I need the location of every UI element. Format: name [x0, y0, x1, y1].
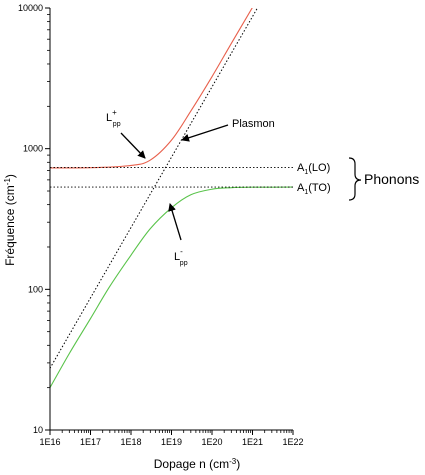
y-axis-title: Fréquence $(cm^{-1})$ — [2, 174, 17, 266]
plasmon-label: Plasmon — [232, 118, 275, 130]
x-tick-label: 1E22 — [282, 437, 304, 447]
lpp-plus-label: L+ pp — [106, 108, 121, 128]
lpp-minus-label: L-pp — [174, 247, 188, 267]
y-tick-label: 100 — [27, 284, 43, 295]
x-tick-label: 1E20 — [201, 437, 223, 447]
x-tick-label: 1E21 — [241, 437, 264, 447]
y-tick-label: 10 — [32, 425, 43, 435]
x-tick-label: 1E19 — [160, 437, 183, 447]
phonons-label: Phonons — [364, 171, 420, 187]
y-tick-label: 10000 — [17, 3, 43, 13]
a1to-label: $A_1(TO)$ — [297, 182, 331, 196]
x-tick-label: 1E17 — [79, 437, 102, 447]
x-axis-title: Dopage n $(cm^{-3})$ — [153, 456, 241, 471]
x-tick-label: 1E16 — [39, 437, 61, 447]
a1lo-label: $A_1(LO)$ — [297, 162, 331, 176]
x-tick-label: 1E18 — [120, 437, 142, 447]
y-tick-label: 1000 — [22, 143, 43, 154]
